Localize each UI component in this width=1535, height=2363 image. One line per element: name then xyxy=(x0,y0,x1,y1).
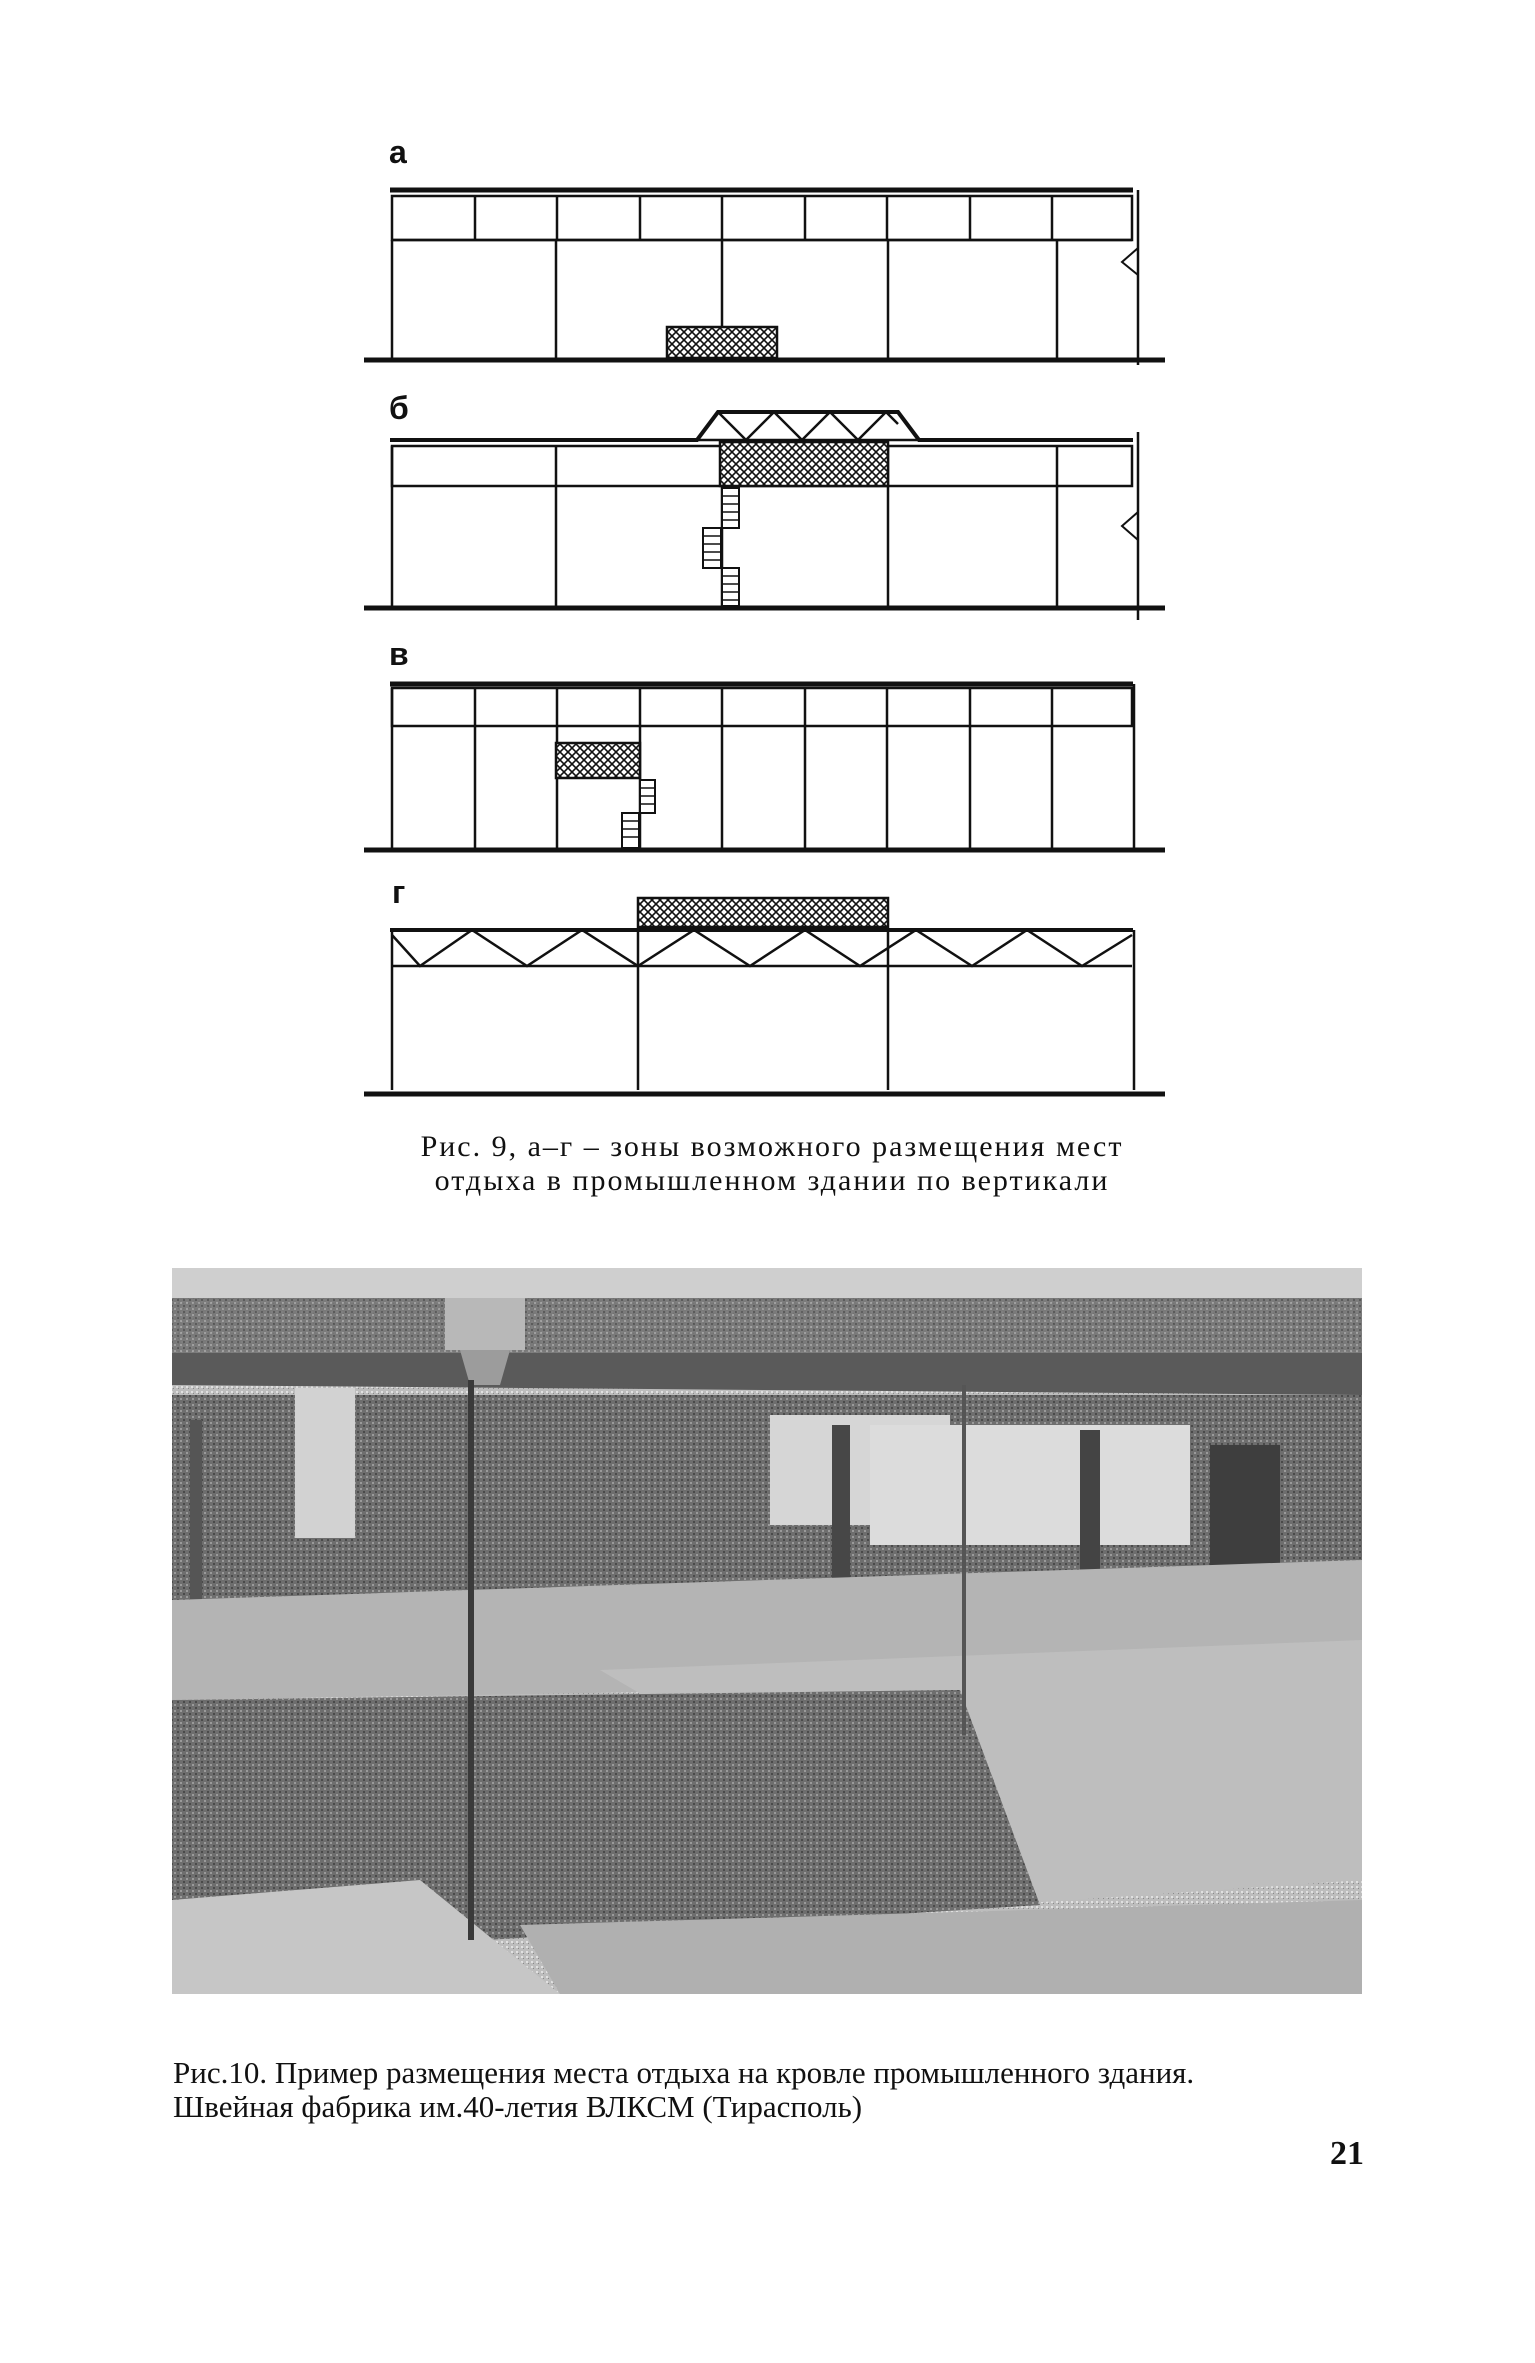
figure10-photo xyxy=(172,1268,1362,1994)
figure10-caption-line1: Рис.10. Пример размещения места отдыха на кровле промышленного здания. xyxy=(173,2055,1195,2090)
panel-c-diagram xyxy=(364,684,1165,850)
panel-label-a: а xyxy=(389,134,407,170)
panel-label-c: в xyxy=(389,636,409,672)
figure9-caption-line1: Рис. 9, а–г – зоны возможного размещения мест xyxy=(420,1130,1124,1163)
figure9-caption-line2: отдыха в промышленном здании по вертикали xyxy=(434,1164,1110,1197)
panel-a-diagram xyxy=(364,190,1165,365)
figure10-caption-line2: Швейная фабрика им.40-летия ВЛКСМ (Тирасполь) xyxy=(173,2089,863,2124)
panel-d-diagram xyxy=(364,898,1165,1094)
page-number: 21 xyxy=(1330,2135,1364,2172)
panel-label-d: г xyxy=(392,874,406,910)
panel-b-diagram xyxy=(364,412,1165,620)
panel-label-b: б xyxy=(389,390,409,426)
